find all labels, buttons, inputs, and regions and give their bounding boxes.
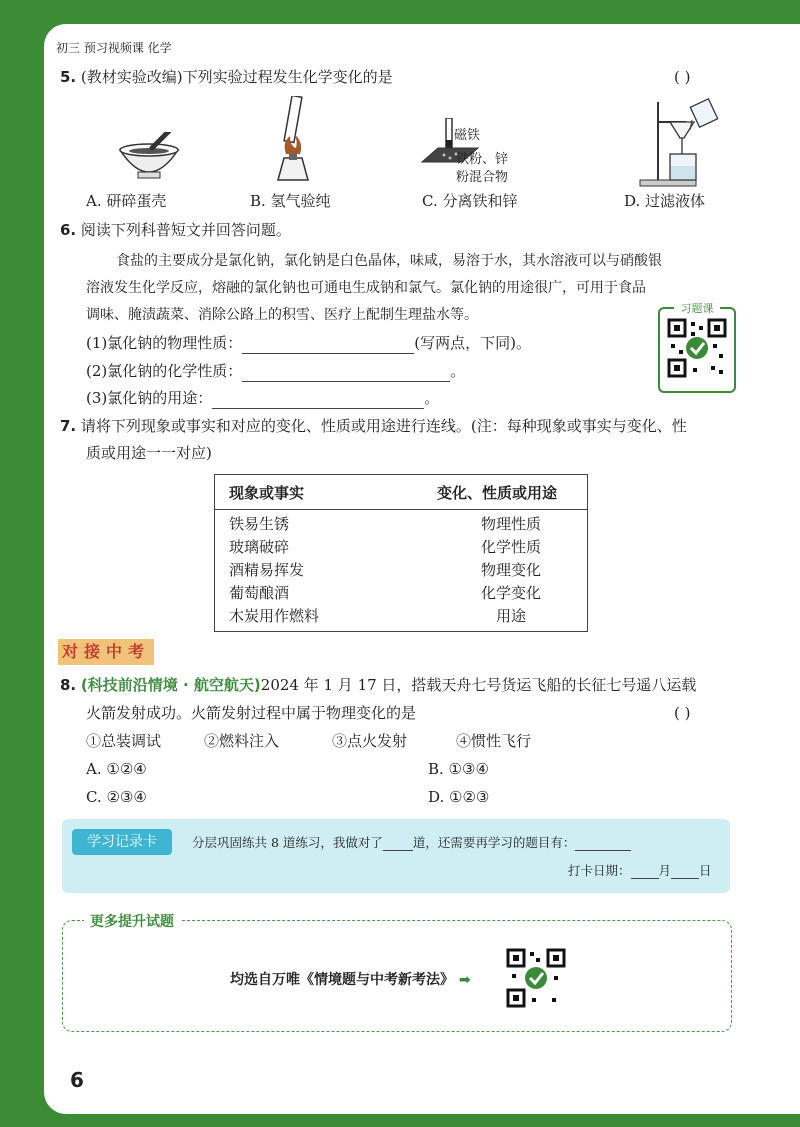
- property-item[interactable]: 物理变化: [480, 561, 541, 579]
- q6-sub2: [86, 360, 465, 382]
- qr-practice-label: 习题课: [674, 300, 720, 316]
- q8-item-2: ②燃料注入: [204, 732, 280, 750]
- record-review-blank[interactable]: [575, 835, 631, 851]
- q6-blank-2[interactable]: [242, 366, 450, 382]
- more-practice-title: 更多提升试题: [84, 911, 180, 931]
- q6-sub3-end: 。: [424, 389, 440, 407]
- property-item[interactable]: 化学变化: [480, 584, 541, 602]
- record-line-b: 道，还需要再学习的题目有：: [412, 835, 576, 850]
- matching-table: [214, 474, 588, 632]
- qr-practice-card[interactable]: [658, 302, 736, 393]
- option-5c[interactable]: C. 分离铁和锌: [422, 192, 518, 210]
- qr-more-icon[interactable]: [506, 948, 566, 1008]
- question-8: [60, 674, 696, 696]
- question-6: [60, 219, 291, 241]
- q6-sub3: [86, 387, 439, 409]
- label-magnet: 磁铁: [454, 128, 481, 143]
- question-8-line-2: 火箭发射成功。火箭发射过程中属于物理变化的是: [86, 704, 417, 722]
- record-month-label: 月: [658, 863, 672, 878]
- matching-right-column: [451, 513, 571, 628]
- option-8c[interactable]: C. ②③④: [86, 788, 147, 806]
- q6-sub2-label: (2)氯化钠的化学性质：: [86, 362, 243, 380]
- option-8d[interactable]: D. ①②③: [428, 788, 490, 806]
- property-item[interactable]: 用途: [495, 607, 526, 625]
- record-month-blank[interactable]: [631, 863, 659, 879]
- record-day-blank[interactable]: [671, 863, 699, 879]
- question-7: [60, 415, 687, 437]
- record-correct-blank[interactable]: [383, 835, 413, 851]
- more-practice-text: [230, 969, 471, 989]
- filtration-icon: [636, 96, 736, 188]
- q8-item-1: ①总装调试: [86, 732, 162, 750]
- q6-sub3-label: (3)氯化钠的用途：: [86, 389, 213, 407]
- matching-head-right: 变化、性质或用途: [437, 484, 558, 502]
- q6-sub1-label: (1)氯化钠的物理性质：: [86, 334, 243, 352]
- label-mixture-1: 铁粉、锌: [456, 152, 509, 167]
- option-5b[interactable]: B. 氢气验纯: [250, 192, 331, 210]
- q8-item-3: ③点火发射: [332, 732, 408, 750]
- study-record-card: [62, 819, 730, 893]
- fact-item[interactable]: 酒精易挥发: [229, 561, 305, 579]
- answer-paren-8[interactable]: ( ): [674, 704, 691, 722]
- q6-sub1-note: (写两点，下同)。: [414, 334, 531, 352]
- label-mixture-2: 粉混合物: [456, 170, 509, 185]
- record-date: [568, 861, 712, 879]
- option-8a[interactable]: A. ①②④: [86, 760, 147, 778]
- question-5: [60, 66, 393, 88]
- mortar-icon: [114, 132, 184, 182]
- answer-paren-5[interactable]: ( ): [674, 68, 691, 86]
- fact-item[interactable]: 木炭用作燃料: [229, 607, 320, 625]
- hydrogen-test-icon: [268, 96, 318, 184]
- q6-sub1: [86, 332, 531, 354]
- record-line-1: [192, 833, 631, 851]
- property-item[interactable]: 物理性质: [480, 515, 541, 533]
- question-7-number: 7.: [60, 417, 77, 435]
- question-8-number: 8.: [60, 676, 77, 694]
- page-number: 6: [70, 1068, 84, 1092]
- question-6-number: 6.: [60, 221, 77, 239]
- record-day-label: 日: [699, 863, 712, 878]
- matching-left-column: [229, 513, 319, 628]
- fact-item[interactable]: 葡萄酿酒: [229, 584, 290, 602]
- passage-line-3: 调味、腌渍蔬菜、消除公路上的积雪、医疗上配制生理盐水等。: [86, 307, 478, 323]
- matching-head-left: 现象或事实: [229, 484, 305, 502]
- running-header: 初三 预习视频课 化学: [56, 41, 172, 55]
- option-5a[interactable]: A. 研碎蛋壳: [86, 192, 167, 210]
- fact-item[interactable]: 玻璃破碎: [229, 538, 290, 556]
- passage-line-1: 食盐的主要成分是氯化钠，氯化钠是白色晶体，味咸，易溶于水，其水溶液可以与硝酸银: [116, 253, 662, 269]
- question-5-text: (教材实验改编)下列实验过程发生化学变化的是: [80, 68, 393, 86]
- question-7-line-1: 请将下列现象或事实和对应的变化、性质或用途进行连线。(注：每种现象或事实与变化、性: [80, 417, 687, 435]
- q8-item-4: ④惯性飞行: [456, 732, 532, 750]
- q6-blank-3[interactable]: [212, 393, 424, 409]
- record-date-label: 打卡日期：: [568, 863, 631, 878]
- option-5d[interactable]: D. 过滤液体: [624, 192, 706, 210]
- question-8-line-1: 2024 年 1 月 17 日，搭载天舟七号货运飞船的长征七号遥八运载: [260, 676, 697, 694]
- worksheet: [44, 24, 800, 1114]
- question-5-number: 5.: [60, 68, 77, 86]
- question-7-line-2: 质或用途一一对应): [86, 444, 212, 462]
- passage-line-2: 溶液发生化学反应，熔融的氯化钠也可通电生成钠和氯气。氯化钠的用途很广，可用于食品: [86, 280, 646, 296]
- q6-blank-1[interactable]: [242, 338, 414, 354]
- section-badge: 对接中考: [58, 639, 154, 665]
- q6-sub2-end: 。: [450, 362, 466, 380]
- question-8-tag: (科技前沿情境 · 航空航天): [80, 676, 261, 694]
- matching-table-header: [215, 475, 587, 510]
- option-8b[interactable]: B. ①③④: [428, 760, 489, 778]
- qr-code-icon: [667, 318, 727, 378]
- fact-item[interactable]: 铁易生锈: [229, 515, 290, 533]
- question-6-text: 阅读下列科普短文并回答问题。: [80, 221, 291, 239]
- more-practice-source: 均选自万唯《情境题与中考新考法》: [230, 972, 454, 988]
- arrow-right-icon: ➡: [458, 972, 471, 988]
- study-record-tag: 学习记录卡: [72, 829, 172, 855]
- record-line-a: 分层巩固练共 8 道练习，我做对了: [192, 835, 383, 850]
- property-item[interactable]: 化学性质: [480, 538, 541, 556]
